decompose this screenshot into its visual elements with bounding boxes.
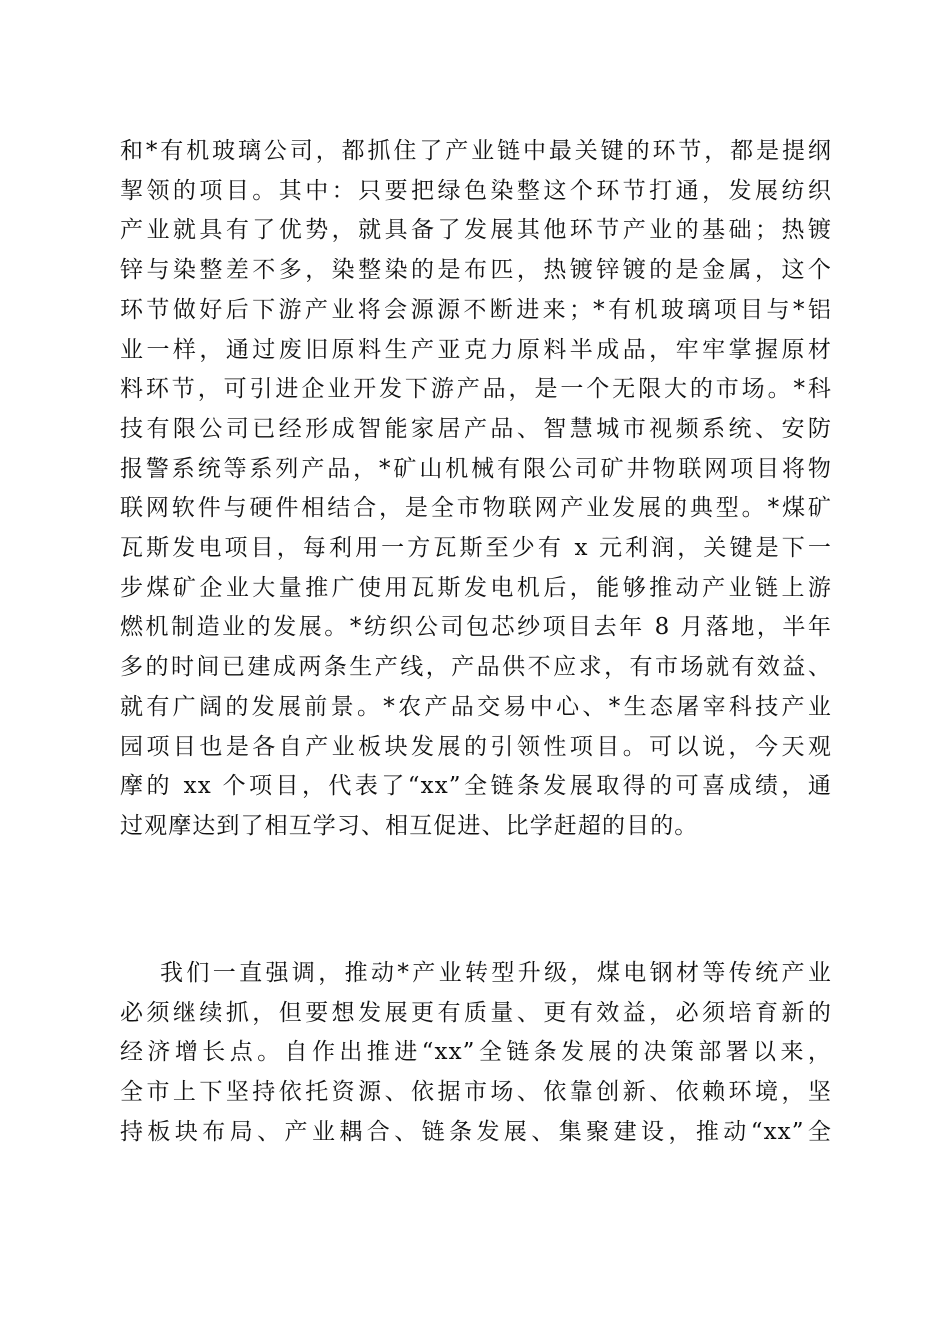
text-line: 我们一直强调，推动*产业转型升级，煤电钢材等传统产业 — [160, 960, 832, 986]
text-line: 产业就具有了优势，就具备了发展其他环节产业的基础；热镀 — [120, 217, 832, 244]
text-line: 必须继续抓，但要想发展更有质量、更有效益，必须培育新的 — [120, 999, 832, 1026]
text-line: 步煤矿企业大量推广使用瓦斯发电机后，能够推动产业链上游 — [120, 574, 832, 601]
paragraph-2 — [120, 954, 832, 1153]
text-line: 环节做好后下游产业将会源源不断进来；*有机玻璃项目与*铝 — [120, 296, 832, 323]
text-line: 多的时间已建成两条生产线，产品供不应求，有市场就有效益、 — [120, 654, 832, 681]
text-line: 经济增长点。自作出推进“xx”全链条发展的决策部署以来， — [120, 1039, 832, 1066]
text-line: 瓦斯发电项目，每利用一方瓦斯至少有 x 元利润，关键是下一 — [120, 535, 832, 562]
text-line: 挈领的项目。其中：只要把绿色染整这个环节打通，发展纺织 — [120, 177, 832, 204]
text-line: 全市上下坚持依托资源、依据市场、依靠创新、依赖环境，坚 — [120, 1079, 832, 1106]
text-line: 锌与染整差不多，染整染的是布匹，热镀锌镀的是金属，这个 — [120, 257, 832, 284]
text-line: 报警系统等系列产品，*矿山机械有限公司矿井物联网项目将物 — [120, 455, 832, 482]
text-line: 料环节，可引进企业开发下游产品，是一个无限大的市场。*科 — [120, 376, 832, 403]
paragraph-1 — [120, 132, 832, 847]
text-line: 过观摩达到了相互学习、相互促进、比学赶超的目的。 — [120, 812, 699, 839]
text-line: 和*有机玻璃公司，都抓住了产业链中最关键的环节，都是提纲 — [120, 138, 832, 164]
text-line: 业一样，通过废旧原料生产亚克力原料半成品，牢牢掌握原材 — [120, 336, 832, 363]
text-line: 技有限公司已经形成智能家居产品、智慧城市视频系统、安防 — [120, 415, 832, 442]
text-line: 燃机制造业的发展。*纺织公司包芯纱项目去年 8 月落地，半年 — [120, 614, 832, 641]
text-line: 联网软件与硬件相结合，是全市物联网产业发展的典型。*煤矿 — [120, 495, 832, 522]
text-line: 持板块布局、产业耦合、链条发展、集聚建设，推动“xx”全 — [120, 1118, 832, 1145]
text-line: 摩的 xx 个项目，代表了“xx”全链条发展取得的可喜成绩，通 — [120, 773, 832, 800]
text-line: 园项目也是各自产业板块发展的引领性项目。可以说，今天观 — [120, 733, 832, 760]
text-line: 就有广阔的发展前景。*农产品交易中心、*生态屠宰科技产业 — [120, 693, 832, 720]
